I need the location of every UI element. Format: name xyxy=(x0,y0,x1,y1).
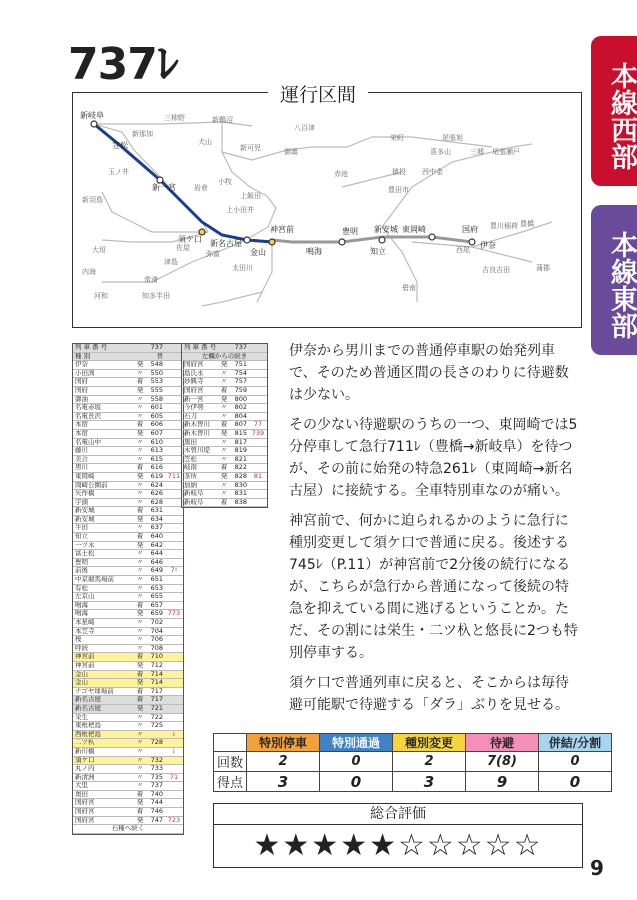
station-label: 知立 xyxy=(370,247,386,256)
station-label: 新一宮 xyxy=(152,183,176,192)
row-label-points: 得点 xyxy=(214,772,247,792)
timetable-row: 種 別 普 xyxy=(73,353,183,362)
timetable-row: 栄生 〃 722 xyxy=(73,714,183,723)
svg-text:尾張瀬戸: 尾張瀬戸 xyxy=(492,148,520,156)
tab-honsen-tobu[interactable]: 本線東部 xyxy=(591,205,637,355)
timetable-row: 宇頭 〃 628 xyxy=(73,499,183,508)
paragraph: 須ケ口で普通列車に戻ると、そこからは毎待避可能駅で待避する「ダラ」ぶりを見せる。 xyxy=(289,675,569,713)
svg-text:犬山: 犬山 xyxy=(198,138,212,146)
timetable-footer: 石種へ続く xyxy=(73,825,183,834)
svg-text:喜多山: 喜多山 xyxy=(430,148,451,156)
star-rating: ★★★★★☆☆☆☆☆ xyxy=(253,828,543,863)
station-label: 笠松 xyxy=(112,141,128,150)
station-label: 豊明 xyxy=(342,227,358,236)
timetable-row: 島氏永 〃 754 xyxy=(182,370,267,379)
svg-text:上飯田: 上飯田 xyxy=(240,192,261,200)
svg-text:新鵜沼: 新鵜沼 xyxy=(212,116,233,124)
timetable-row: 名電長沢 〃 605 xyxy=(73,413,183,422)
svg-text:三郷: 三郷 xyxy=(470,148,484,156)
timetable-row: 新岐阜 〃 831 xyxy=(182,490,267,499)
timetable-row: 二ツ杁 〃 728 xyxy=(73,739,183,748)
timetable-row: 小田渕 〃 550 xyxy=(73,370,183,379)
timetable-row: 国府 発 555 xyxy=(73,387,183,396)
timetable-row: 富士松 〃 644 xyxy=(73,550,183,559)
row-label-count: 回数 xyxy=(214,752,247,772)
page-number: 9 xyxy=(590,856,604,880)
svg-text:西中金: 西中金 xyxy=(422,168,443,176)
timetable-row: 西枇杷島 〃 ﾚ xyxy=(73,731,183,740)
paragraph: 神宮前で、何かに迫られるかのように急行に種別変更して須ケ口で普通に戻る。後述する745ﾚ（P.11）が神宮前で2分後の続行になるが、こちらが急行から普通になって後続の特急を抑えている間に逃げるということか。ただ、その割には栄生・二ツ杁と悠長に2つも特別停車する。 xyxy=(289,513,578,661)
timetable-row: 前後 〃 649 7! xyxy=(73,567,183,576)
svg-text:新可児: 新可児 xyxy=(240,144,261,152)
svg-text:新羽島: 新羽島 xyxy=(82,196,103,204)
timetable-row: 木曽川堤 〃 819 xyxy=(182,447,267,456)
svg-text:八百津: 八百津 xyxy=(294,124,315,132)
timetable-row: 本笠寺 〃 704 xyxy=(73,628,183,637)
timetable-row: 金山 着 714 xyxy=(73,671,183,680)
timetable-row: 黒田 〃 817 xyxy=(182,439,267,448)
timetable-row: 大里 〃 737 xyxy=(73,782,183,791)
timetable-row: 本星崎 〃 702 xyxy=(73,619,183,628)
svg-text:河和: 河和 xyxy=(94,292,108,300)
commentary xyxy=(289,340,579,724)
station-label: 国府 xyxy=(462,225,478,234)
svg-text:常滑: 常滑 xyxy=(144,276,158,284)
station-label: 伊奈 xyxy=(480,241,496,250)
svg-text:弥富: 弥富 xyxy=(206,250,220,258)
timetable-row: 桜 〃 706 xyxy=(73,636,183,645)
svg-text:蒲郡: 蒲郡 xyxy=(536,264,550,272)
timetable-row: 須ケ口 〃 732 xyxy=(73,757,183,766)
route-map xyxy=(72,92,580,326)
timetable-row: 新一宮 発 800 xyxy=(182,396,267,405)
timetable-row: 本宿 発 607 xyxy=(73,430,183,439)
map-title: 運行区間 xyxy=(268,80,368,107)
timetable-row: 鳴海 着 657 xyxy=(73,602,183,611)
timetable-row: 名電山中 〃 610 xyxy=(73,439,183,448)
tab-honsen-seibu[interactable]: 本線西部 xyxy=(591,36,637,186)
paragraph: その少ない待避駅のうちの一つ、東岡崎では5分停車して急行711ﾚ（豊橋→新岐阜）を待つが、その前に始発の特急261ﾚ（東岡崎→新名古屋）に接続する。全車特別車なのが痛い。 xyxy=(289,417,578,499)
timetable-row: 男川 着 616 xyxy=(73,464,183,473)
timetable-row: 奥田 着 740 xyxy=(73,791,183,800)
timetable-row: 列 車 番 号 737 xyxy=(182,344,267,353)
timetable-row: 名電赤坂 〃 601 xyxy=(73,404,183,413)
svg-text:碧南: 碧南 xyxy=(402,284,416,292)
timetable-row: 神宮前 着 710 xyxy=(73,653,183,662)
timetable-row: 国府宮 着 759 xyxy=(182,387,267,396)
timetable-row: 新清洲 〃 735 71 xyxy=(73,774,183,783)
timetable-row: ナゴヤ球場前 着 717 xyxy=(73,688,183,697)
timetable-row: 新安城 発 634 xyxy=(73,516,183,525)
timetable-row: 国府宮 着 746 xyxy=(73,808,183,817)
svg-text:尾張旭: 尾張旭 xyxy=(442,134,463,142)
svg-text:西尾: 西尾 xyxy=(456,246,470,254)
timetable-left xyxy=(72,343,184,835)
svg-text:知多半田: 知多半田 xyxy=(142,292,170,300)
overall-evaluation xyxy=(213,803,583,868)
station-label: 東岡崎 xyxy=(402,225,426,234)
header-special-stop: 特別停車 xyxy=(247,734,320,752)
timetable-row: 加納 〃 830 xyxy=(182,482,267,491)
timetable-row: 金山 発 714 xyxy=(73,679,183,688)
header-wait: 待避 xyxy=(466,734,539,752)
timetable-row: 東岡崎 発 619 711 xyxy=(73,473,183,482)
timetable-row: 左京山 〃 655 xyxy=(73,593,183,602)
svg-text:豊田市: 豊田市 xyxy=(388,186,409,194)
evaluation-title: 総合評価 xyxy=(214,804,582,825)
svg-text:栄町: 栄町 xyxy=(390,134,404,142)
timetable-row: 有松 〃 653 xyxy=(73,585,183,594)
station-label: 金山 xyxy=(250,248,266,257)
svg-text:御嵩: 御嵩 xyxy=(284,148,298,156)
score-table: 特別停車 特別通過 種別変更 待避 併結/分割 回数 2 0 2 7(8) 0 得点 3 0 3 9 0 xyxy=(213,733,612,792)
station-label: 須ケ口 xyxy=(178,235,202,244)
svg-text:豊橋: 豊橋 xyxy=(520,220,534,228)
timetable-right xyxy=(181,343,268,508)
timetable-row: 国府宮 発 747 723 xyxy=(73,817,183,826)
svg-text:岩倉: 岩倉 xyxy=(194,184,208,192)
timetable-row: 新名古屋 着 717 xyxy=(73,696,183,705)
timetable-row: 矢作橋 〃 626 xyxy=(73,490,183,499)
svg-text:吉良吉田: 吉良吉田 xyxy=(482,266,510,274)
timetable-row: 列 車 番 号 737 xyxy=(73,344,183,353)
station-label: 新安城 xyxy=(374,225,398,234)
svg-text:太田川: 太田川 xyxy=(232,264,253,272)
header-special-pass: 特別通過 xyxy=(320,734,393,752)
timetable-row: 豊明 〃 646 xyxy=(73,559,183,568)
timetable-row: 笠松 〃 821 xyxy=(182,456,267,465)
svg-text:新那加: 新那加 xyxy=(132,130,153,138)
timetable-row: 呼続 〃 708 xyxy=(73,645,183,654)
timetable-row: 今伊勢 〃 802 xyxy=(182,404,267,413)
timetable-row: 鳴海 発 659 773 xyxy=(73,610,183,619)
station-label: 新岐阜 xyxy=(80,111,104,120)
timetable-row: 新名古屋 発 721 xyxy=(73,705,183,714)
timetable-row: 茶所 発 828 81 xyxy=(182,473,267,482)
svg-text:内海: 内海 xyxy=(82,268,96,276)
svg-text:大垣: 大垣 xyxy=(92,246,106,254)
svg-text:小牧: 小牧 xyxy=(218,178,232,186)
timetable-continued: 左欄からの続き xyxy=(182,353,267,362)
timetable-row: 中京競馬場前 〃 651 xyxy=(73,576,183,585)
timetable-row: 伊奈 発 548 xyxy=(73,361,183,370)
svg-text:猿投: 猿投 xyxy=(392,168,406,176)
timetable-row: 神宮前 発 712 xyxy=(73,662,183,671)
timetable-row: 一ツ木 発 642 xyxy=(73,542,183,551)
svg-text:豊川稲荷: 豊川稲荷 xyxy=(490,222,518,230)
timetable-row: 御油 〃 558 xyxy=(73,396,183,405)
timetable-row: 藤川 〃 613 xyxy=(73,447,183,456)
svg-text:赤池: 赤池 xyxy=(334,170,348,178)
timetable-row: 新岐阜 着 838 xyxy=(182,499,267,508)
svg-text:三柿野: 三柿野 xyxy=(164,114,185,122)
timetable-row: 東枇杷島 〃 725 xyxy=(73,722,183,731)
timetable-row: 石刀 〃 804 xyxy=(182,413,267,422)
svg-text:玉ノ井: 玉ノ井 xyxy=(108,168,129,176)
timetable-row: 妙興寺 〃 757 xyxy=(182,378,267,387)
timetable-row: 岡崎公園前 〃 624 xyxy=(73,482,183,491)
timetable-row: 国府宮 発 744 xyxy=(73,799,183,808)
header-couple: 併結/分割 xyxy=(539,734,612,752)
timetable-row: 国府宮 発 751 xyxy=(182,361,267,370)
svg-text:津島: 津島 xyxy=(164,258,178,266)
timetable-row: 新木曽川 発 815 739 xyxy=(182,430,267,439)
timetable-row: 丸ノ内 〃 733 xyxy=(73,765,183,774)
station-label: 神宮前 xyxy=(270,225,294,234)
timetable-row: 国府 着 553 xyxy=(73,378,183,387)
station-label: 新名古屋 xyxy=(210,239,242,248)
page-title: 737ﾚ xyxy=(68,39,178,90)
timetable-row: 新川橋 〃 ﾚ xyxy=(73,748,183,757)
svg-text:上小田井: 上小田井 xyxy=(226,206,254,214)
timetable-row: 岐南 着 822 xyxy=(182,464,267,473)
svg-text:佐屋: 佐屋 xyxy=(176,244,190,252)
timetable-row: 本宿 着 606 xyxy=(73,421,183,430)
timetable-row: 新安城 着 631 xyxy=(73,507,183,516)
paragraph: 伊奈から男川までの普通停車駅の始発列車で、そのため普通区間の長さのわりに待避数は少ない。 xyxy=(289,343,569,403)
station-label: 鳴海 xyxy=(306,247,322,256)
header-type-change: 種別変更 xyxy=(393,734,466,752)
timetable-row: 知立 着 640 xyxy=(73,533,183,542)
timetable-row: 美合 〃 615 xyxy=(73,456,183,465)
timetable-row: 新木曽川 着 807 77 xyxy=(182,421,267,430)
timetable-row: 牛田 〃 637 xyxy=(73,524,183,533)
